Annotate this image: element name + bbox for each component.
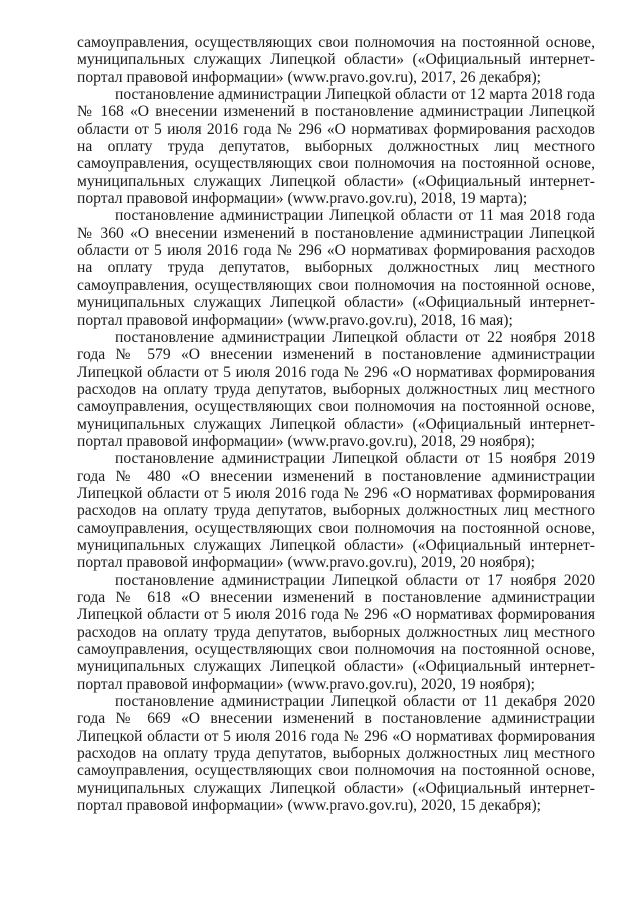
paragraph-decree-2018-168: постановление администрации Липецкой области от 12 марта 2018 года № 168 «О внесении изменений в постановление администрации Липецкой области от 5 июля 2016 года № 296 «О нормативах формирования расходов на оплату труда депутатов, выборных должностных лиц местного самоуправления, осуществляющих свои полномочия на постоянной основе, муниципальных служащих Липецкой области» («Официальный интернет-портал правовой информации» (www.pravo.gov.ru), 2018, 19 марта);	[77, 86, 595, 208]
paragraph-decree-2020-618: постановление администрации Липецкой области от 17 ноября 2020 года № 618 «О внесении изменений в постановление администрации Липецкой области от 5 июля 2016 года № 296 «О нормативах формирования расходов на оплату труда депутатов, выборных должностных лиц местного самоуправления, осуществляющих свои полномочия на постоянной основе, муниципальных служащих Липецкой области» («Официальный интернет-портал правовой информации» (www.pravo.gov.ru), 2020, 19 ноября);	[77, 571, 595, 693]
paragraph-decree-2019-480: постановление администрации Липецкой области от 15 ноября 2019 года № 480 «О внесении изменений в постановление администрации Липецкой области от 5 июля 2016 года № 296 «О нормативах формирования расходов на оплату труда депутатов, выборных должностных лиц местного самоуправления, осуществляющих свои полномочия на постоянной основе, муниципальных служащих Липецкой области» («Официальный интернет-портал правовой информации» (www.pravo.gov.ru), 2019, 20 ноября);	[77, 450, 595, 572]
paragraph-decree-2020-669: постановление администрации Липецкой области от 11 декабря 2020 года № 669 «О внесении изменений в постановление администрации Липецкой области от 5 июля 2016 года № 296 «О нормативах формирования расходов на оплату труда депутатов, выборных должностных лиц местного самоуправления, осуществляющих свои полномочия на постоянной основе, муниципальных служащих Липецкой области» («Официальный интернет-портал правовой информации» (www.pravo.gov.ru), 2020, 15 декабря);	[77, 693, 595, 815]
document-page	[77, 34, 595, 814]
paragraph-decree-2018-360: постановление администрации Липецкой области от 11 мая 2018 года № 360 «О внесении изменений в постановление администрации Липецкой области от 5 июля 2016 года № 296 «О нормативах формирования расходов на оплату труда депутатов, выборных должностных лиц местного самоуправления, осуществляющих свои полномочия на постоянной основе, муниципальных служащих Липецкой области» («Официальный интернет-портал правовой информации» (www.pravo.gov.ru), 2018, 16 мая);	[77, 207, 595, 329]
paragraph-continuation: самоуправления, осуществляющих свои полномочия на постоянной основе, муниципальных служащих Липецкой области» («Официальный интернет-портал правовой информации» (www.pravo.gov.ru), 2017, 26 декабря);	[77, 34, 595, 86]
paragraph-decree-2018-579: постановление администрации Липецкой области от 22 ноября 2018 года № 579 «О внесении изменений в постановление администрации Липецкой области от 5 июля 2016 года № 296 «О нормативах формирования расходов на оплату труда депутатов, выборных должностных лиц местного самоуправления, осуществляющих свои полномочия на постоянной основе, муниципальных служащих Липецкой области» («Официальный интернет-портал правовой информации» (www.pravo.gov.ru), 2018, 29 ноября);	[77, 328, 595, 450]
